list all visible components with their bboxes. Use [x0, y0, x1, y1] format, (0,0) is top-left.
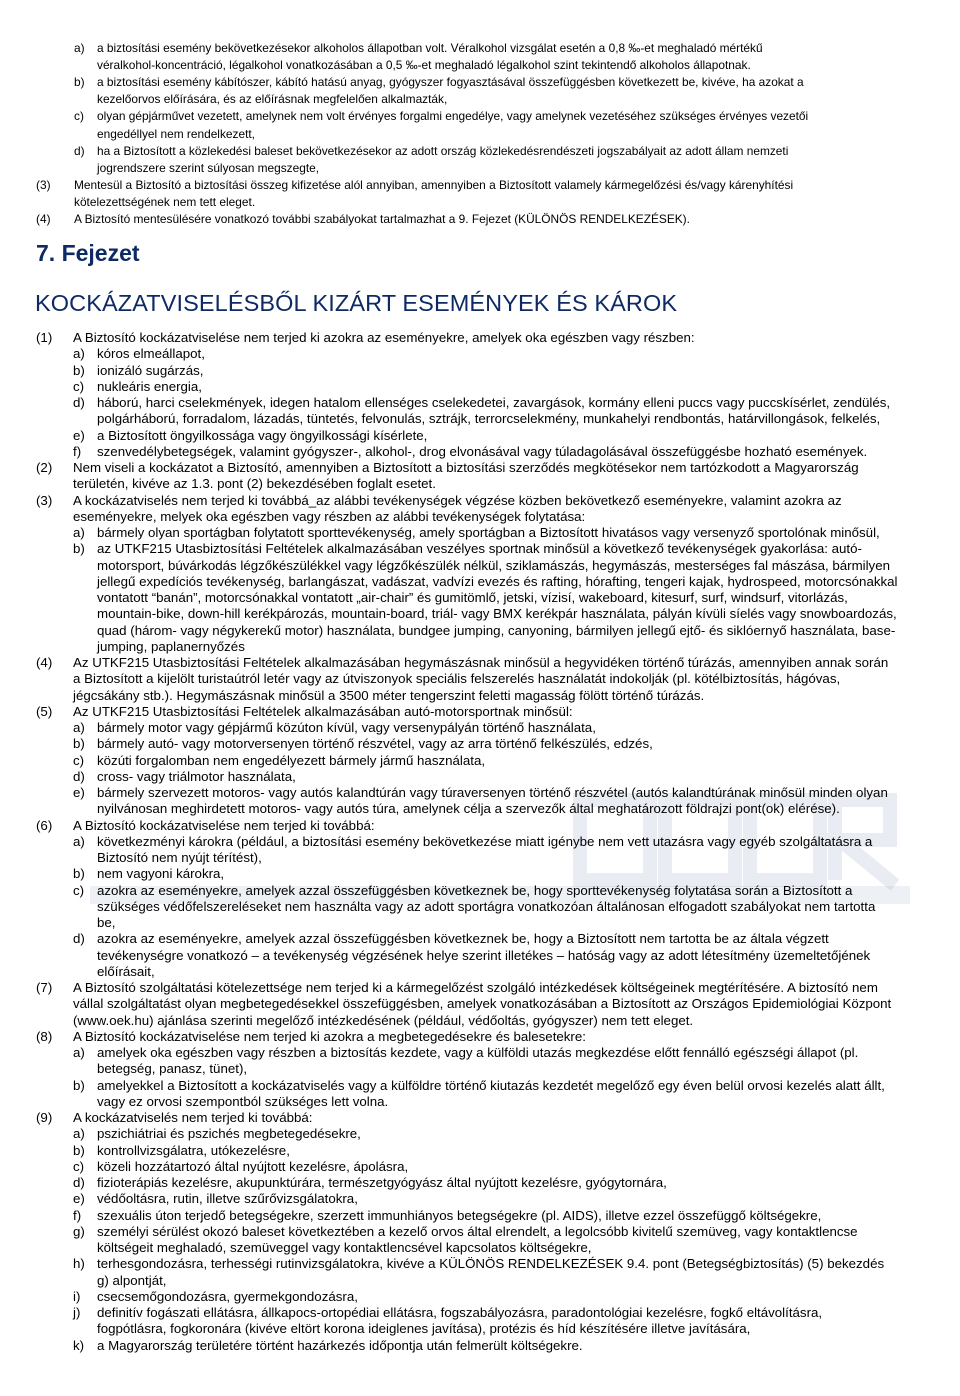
item-text: A kockázatviselés nem terjed ki továbbá:	[73, 1110, 313, 1125]
item-text: bármely szervezett motoros- vagy autós kalandtúrán vagy túraversenyen történő részvétel (autós kalandtúrának minősül minden olyan	[97, 785, 888, 800]
item-text: engedéllyel nem rendelkezett,	[97, 126, 255, 141]
item-text: definitív fogászati ellátásra, állkapocs-ortopédiai ellátásra, fogszabályozásra, paradontológiai kezelésre, fogkő eltávolításra,	[97, 1305, 823, 1320]
item-label: (3)	[36, 177, 51, 192]
item-label: b)	[73, 736, 85, 752]
item-text: azokra az eseményekre, amelyek azzal összefüggésben következnek be, hogy a Biztosított nem tartotta be az általa végzett	[97, 931, 829, 947]
item-label: c)	[73, 752, 85, 768]
item-label: (6)	[36, 817, 53, 833]
item-text: véralkohol-koncentráció, légalkohol vonatkozásában a 0,5 ‰-et meghaladó légalkohol szint tekintendő alkoholos állapotnak.	[97, 58, 751, 73]
item-text: pszichiátriai és pszichés megbetegedésekre,	[97, 1126, 361, 1142]
item-label: a)	[73, 833, 85, 849]
item-text: csecsemőgondozásra, gyermekgondozásra,	[97, 1288, 358, 1304]
item-text: polgárháború, forradalom, lázadás, tüntetés, felvonulás, sztrájk, terrorcselekmény, munkahelyi rendbontás, határvillongások, felkelés,	[97, 411, 881, 427]
item-text: betegség, panasz, tünet),	[97, 1061, 248, 1077]
item-label: j)	[73, 1305, 81, 1320]
item-text: cross- vagy triálmotor használata,	[97, 768, 296, 784]
item-text: szükséges védőfelszereléseket nem használta vagy az adott sportágra vonatkozóan általánosan elfogadott szabályokat nem tartotta	[97, 898, 876, 914]
item-label: a)	[73, 1126, 85, 1142]
item-label: (4)	[36, 212, 51, 226]
item-text: ha a Biztosított a közlekedési baleset bekövetkezésekor az adott ország közlekedésrendészeti jogszabályait az adott állam nemzeti	[97, 143, 789, 158]
item-text: vagy ez orvosi szempontból szükséges lett volna.	[97, 1093, 389, 1109]
item-text: A Biztosító mentesülésére vonatkozó további szabályokat tartalmazhat a 9. Fejezet (KÜLÖNÖS RENDELKEZÉSEK).	[74, 212, 690, 226]
item-label: (7)	[36, 980, 53, 995]
chapter-number: 7. Fejezet	[36, 240, 140, 266]
item-label: f)	[73, 443, 82, 459]
item-label: a)	[73, 525, 85, 540]
item-text: bármely autó- vagy motorversenyen történő részvétel, vagy az arra történő felkészülés, edzés,	[97, 736, 653, 752]
item-text: szexuális úton terjedő betegségekre, szerzett immunhiányos betegségekre (pl. AIDS), illetve ezzel összefüggő költségekre,	[97, 1207, 822, 1223]
item-text: olyan gépjárművet vezetett, amelynek nem volt érvényes forgalmi engedélye, vagy amelynek vezetéséhez szükséges érvényes vezetői	[97, 109, 809, 124]
item-label: d)	[73, 768, 85, 784]
item-text: bármely motor vagy gépjármű közúton kívül, vagy versenypályán történő használata,	[97, 720, 596, 735]
item-text: Biztosító nem nyújt térítést),	[97, 850, 262, 865]
item-text: nukleáris energia,	[97, 378, 202, 394]
item-label: e)	[73, 1191, 85, 1207]
item-text: amelyek oka egészben vagy részben a biztosítás kezdete, vagy a külföldi utazás megkezdése előtt fennálló egészségi állapot (pl.	[97, 1045, 859, 1060]
item-text: a biztosítási esemény bekövetkezésekor alkoholos állapotban volt. Véralkohol vizsgálat esetén a 0,8 ‰-et meghaladó mértékű	[97, 41, 763, 55]
item-label: b)	[73, 1142, 85, 1158]
item-label: f)	[73, 1207, 82, 1223]
item-text: A kockázatviselés nem terjed ki továbbá_az alábbi tevékenységek végzése közben bekövetkező eseményekre, valamint azokra az	[73, 492, 842, 508]
item-label: a)	[73, 346, 85, 362]
chapter-title: KOCKÁZATVISELÉSBŐL KIZÁRT ESEMÉNYEK ÉS KÁROK	[35, 290, 678, 316]
item-text: Az UTKF215 Utasbiztosítási Feltételek alkalmazásában autó-motorsportnak minősül:	[73, 703, 573, 719]
item-text: A Biztosító szolgáltatási kötelezettsége nem terjed ki a kármegelőzést szolgáló intézkedések költségeinek megtérítésére. A biztosító nem	[73, 980, 878, 995]
item-label: b)	[73, 541, 85, 557]
item-text: szenvedélybetegségek, valamint gyógyszer-, alkohol-, drog elvonásával vagy túladagolásával összefüggésbe hozható események.	[97, 443, 868, 459]
item-text: Az UTKF215 Utasbiztosítási Feltételek alkalmazásában hegymászásnak minősül a hegyvidéken történő túrázás, amennyiben annak során	[73, 655, 889, 670]
item-text: kezelőorvos előírására, és az előírásnak megfelelően alkalmazták,	[97, 92, 448, 107]
item-label: i)	[73, 1288, 81, 1304]
item-label: c)	[73, 1158, 85, 1174]
item-text: háború, harci cselekmények, idegen hatalom ellenséges cselekedetei, zavargások, kormány elleni puccs vagy puccskísérlet, zendülés,	[97, 395, 891, 410]
item-text: közeli hozzátartozó által nyújtott kezelésre, ápolásra,	[97, 1158, 409, 1174]
item-text: motorsport, búvárkodás légzőkészülékkel vagy légzőkészülék nélkül, sziklamászás, hegymászás, mesterséges fal mászása, bármilyen	[97, 557, 890, 573]
item-text: fogpótlásra, fogkoronára (kivéve eltört korona ideiglenes javítása), protézis és híd készítésére illetve javítására,	[97, 1321, 751, 1337]
item-text: nem vagyoni károkra,	[97, 866, 225, 882]
item-label: c)	[73, 378, 85, 394]
item-label: d)	[73, 395, 85, 410]
item-text: quad (három- vagy négykerekű motor) használata, bundgee jumping, canyoning, bármilyen jellegű ejtő- és siklóernyő használata, base-	[97, 622, 896, 638]
item-label: (3)	[36, 492, 53, 508]
item-text: jogrendszere szerint súlyosan megszegte,	[97, 160, 320, 175]
item-label: d)	[73, 1175, 85, 1190]
item-text: költségeit meghaladó, szemüveggel vagy kontaktlencsével kapcsolatos költségekre,	[97, 1240, 592, 1255]
item-text: területén, kivéve az 1.3. pont (2) bekezdésében foglalt esetet.	[73, 476, 436, 492]
item-text: jégcsákány stb.). Hegymászásnak minősül a 3500 méter tengerszint feletti magasság fölött történő túrázás.	[73, 687, 705, 703]
item-label: (4)	[36, 655, 53, 670]
item-label: d)	[74, 143, 85, 158]
item-text: a biztosítási esemény kábítószer, kábító hatású anyag, gyógyszer fogyasztásával összefüggésben következett be, kivéve, ha azokat a	[97, 75, 804, 90]
item-label: b)	[73, 866, 85, 882]
item-text: személyi sérülést okozó baleset következtében a kezelő orvos által elrendelt, a legolcsóbb kivitelű szemüveg, vagy kontaktlencse	[97, 1223, 858, 1239]
item-label: (5)	[36, 703, 53, 719]
item-text: jellegű expedíciós tevékenység, barlangászat, vadászat, vadvízi evezés és rafting, hórafting, tengeri kajak, hydrospeed, motorcsónakkal	[97, 573, 898, 589]
item-text: A Biztosító kockázatviselése nem terjed ki továbbá:	[73, 817, 375, 833]
item-text: be,	[97, 915, 116, 930]
item-label: e)	[73, 785, 85, 800]
item-label: a)	[73, 720, 85, 735]
item-text: a Magyarország területére történt hazárkezés időpontja után felmerült költségekre.	[97, 1337, 583, 1353]
item-text: előírásait,	[97, 963, 155, 979]
item-text: vontatott “banán”, motorcsónakkal vontatott „air-chair” és gumitömlő, jetski, vízisí, wakeboard, kitesurf, surf, windsurf, vitorlázás,	[97, 590, 848, 605]
item-text: vállal szolgáltatást olyan megbetegedésekkel összefüggésben, amelyek vonatkozásában a Biztosított az Országos Epidemiológiai Központ	[73, 996, 892, 1012]
item-text: amelyekkel a Biztosított a kockázatviselés vagy a külföldre történő kiutazás kezdetét megelőző egy éven belül orvosi kezelés alatt állt,	[97, 1077, 885, 1093]
item-label: g)	[73, 1223, 85, 1239]
item-label: e)	[73, 427, 85, 443]
item-label: c)	[73, 882, 85, 898]
item-text: mountain-bike, down-hill kerékpározás, mountain-board, triál- vagy BMX kerékpár használata, pályán kívüli síelés vagy snowboardozás,	[97, 606, 897, 622]
item-text: Nem viseli a kockázatot a Biztosító, amennyiben a Biztosított a biztosítási szerződés megkötésekor nem tartózkodott a Magyarország	[73, 460, 859, 475]
item-label: b)	[74, 75, 85, 90]
item-text: a Biztosított a kijelölt turistaútról letér vagy az útviszonyok speciális felszerelés használatát indokolják (pl. kötélbiztosítás, hágóvas,	[73, 671, 841, 687]
item-text: A Biztosító kockázatviselése nem terjed ki azokra a megbetegedésekre és balesetekre:	[73, 1028, 586, 1044]
item-text: g) alpontját,	[97, 1272, 167, 1288]
item-text: kontrollvizsgálatra, utókezelésre,	[97, 1142, 290, 1158]
item-label: a)	[74, 41, 85, 55]
item-label: h)	[73, 1256, 85, 1272]
item-text: az UTKF215 Utasbiztosítási Feltételek alkalmazásában veszélyes sportnak minősül a következő tevékenységek gyakorlása: autó-	[97, 541, 862, 557]
item-text: bármely olyan sportágban folytatott sporttevékenység, amely sportágban a Biztosított hivatásos vagy versenyző sportolónak minősül,	[97, 525, 880, 540]
item-text: következményi károkra (például, a biztosítási esemény bekövetkezése miatt igénybe nem vett utazásra vagy egyéb szolgáltatásra a	[97, 833, 873, 849]
item-text: a Biztosított öngyilkossága vagy öngyilkossági kísérlete,	[97, 427, 428, 443]
item-label: (8)	[36, 1028, 53, 1044]
item-label: (1)	[36, 330, 53, 345]
item-text: terhesgondozásra, terhességi rutinvizsgálatokra, kivéve a KÜLÖNÖS RENDELKEZÉSEK 9.4. pont (Betegségbiztosítás) (5) bekezdés	[97, 1256, 885, 1272]
item-text: azokra az eseményekre, amelyek azzal összefüggésben következnek be, hogy sporttevékenység folytatása során a Biztosított a	[97, 882, 853, 898]
item-text: nyilvánosan meghirdetett motoros- vagy autós túra, amelynek célja a szervezők által meghatározott földrajzi pont(ok) elérése).	[97, 801, 840, 817]
item-text: tevékenységre vonatkozó – a tevékenység végzésének helye szerint illetékes – hatóság vagy az adott létesítmény üzemeltetőjének	[97, 947, 871, 963]
item-text: jumping, paplanernyőzés	[97, 638, 245, 654]
item-text: (www.oek.hu) ajánlása szerinti megelőző intézkedésének (például, védőoltás, gyógyszer) nem tett eleget.	[73, 1012, 694, 1028]
item-text: közúti forgalomban nem engedélyezett bármely jármű használata,	[97, 752, 486, 768]
item-text: fizioterápiás kezelésre, akupunktúrára, természetgyógyász által nyújtott kezelésre, gyógytornára,	[97, 1175, 667, 1190]
item-label: k)	[73, 1337, 85, 1353]
item-text: védőoltásra, rutin, illetve szűrővizsgálatokra,	[97, 1191, 358, 1207]
item-label: a)	[73, 1045, 85, 1060]
item-label: d)	[73, 931, 85, 947]
item-text: ionizáló sugárzás,	[97, 362, 204, 378]
item-text: A Biztosító kockázatviselése nem terjed ki azokra az eseményekre, amelyek oka egészben vagy részben:	[73, 330, 695, 345]
item-label: (9)	[36, 1110, 53, 1125]
item-text: kóros elmeállapot,	[97, 346, 205, 362]
item-label: b)	[73, 1077, 85, 1093]
item-text: kötelezettségének nem tett eleget.	[74, 194, 256, 209]
item-label: (2)	[36, 460, 53, 475]
item-text: Mentesül a Biztosító a biztosítási összeg kifizetése alól annyiban, amennyiben a Biztosított valamely kármegelőzési és/vagy kárenyhítési	[74, 177, 794, 192]
item-label: c)	[74, 109, 84, 124]
item-label: b)	[73, 362, 85, 378]
item-text: eseményekre, melyek oka egészben vagy részben az alábbi tevékenységek folytatása:	[73, 508, 586, 524]
